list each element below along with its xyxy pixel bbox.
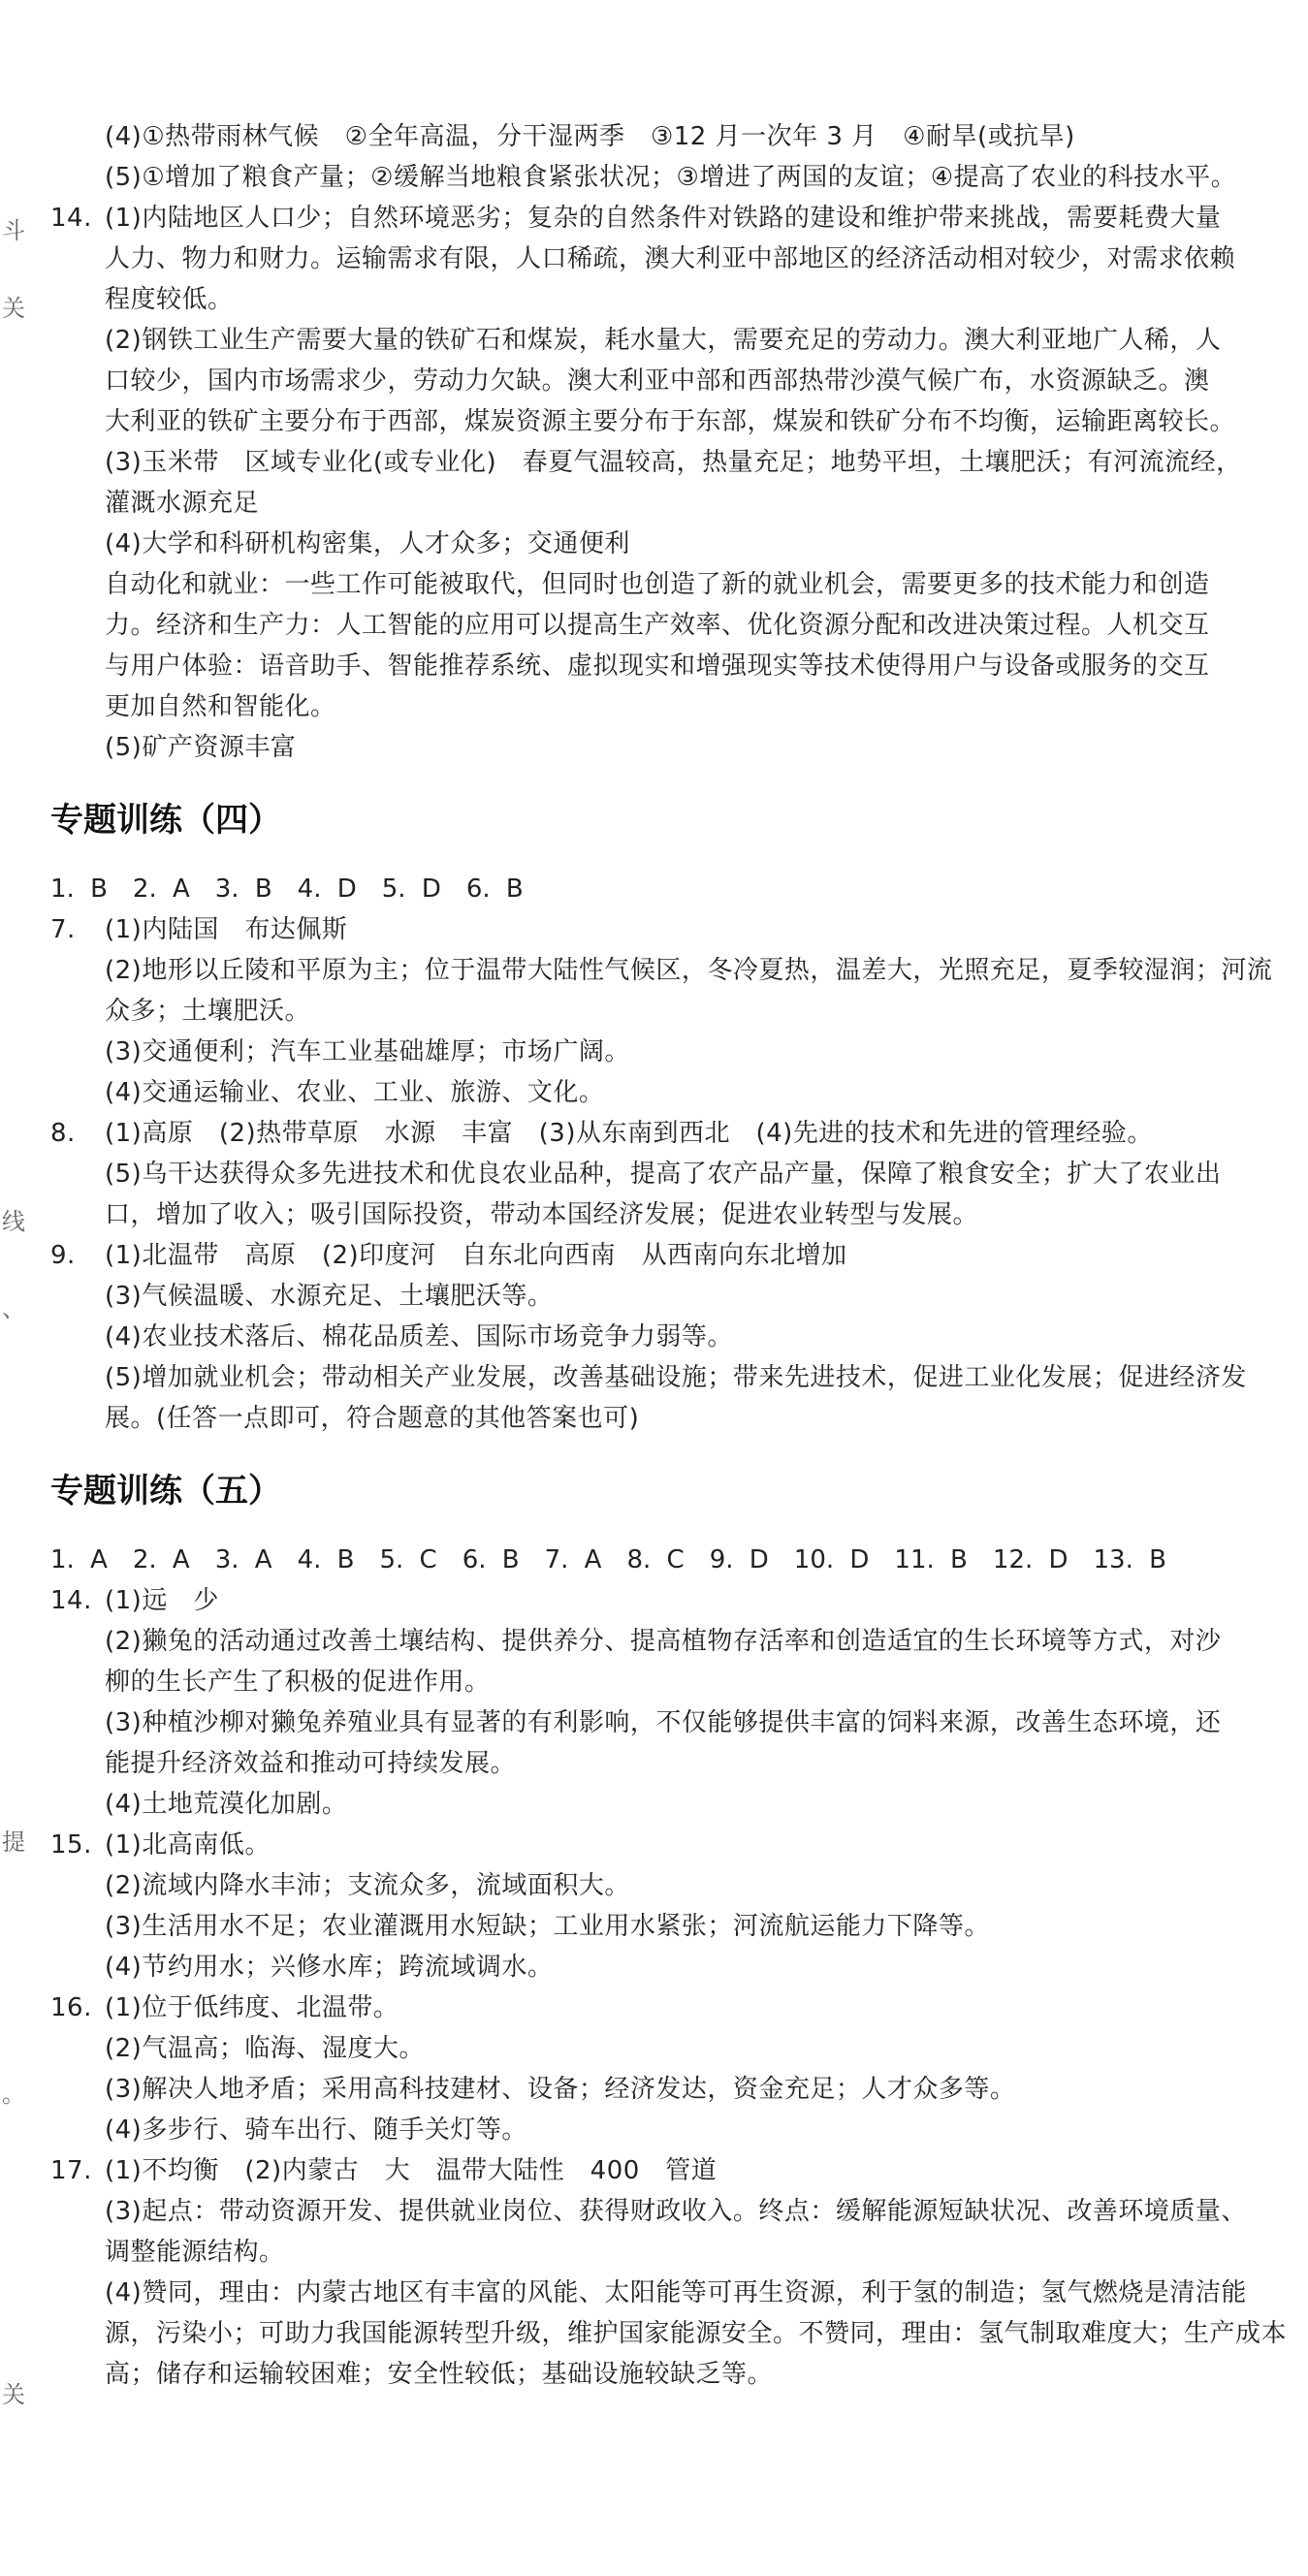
answer-line: [50, 1947, 1282, 1988]
choice-answers-4: 1. B 2. A 3. B 4. D 5. D 6. B: [50, 875, 524, 904]
answer-text: (3)解决人地矛盾；采用高科技建材、设备；经济发达，资金充足；人才众多等。: [105, 2075, 1016, 2104]
answer-line: [50, 2191, 1282, 2232]
margin-char: 关: [2, 295, 25, 322]
answer-text: 人力、物力和财力。运输需求有限，人口稀疏，澳大利亚中部地区的经济活动相对较少，对需求依赖: [105, 244, 1236, 273]
answer-line: [50, 1702, 1282, 1743]
answer-text: (5)乌干达获得众多先进技术和优良农业品种，提高了农产品产量，保障了粮食安全；扩大了农业出: [105, 1160, 1222, 1189]
answer-line: [50, 320, 1282, 361]
answer-text: 更加自然和智能化。: [105, 692, 336, 721]
margin-char: 、: [2, 1295, 25, 1322]
answer-line: [50, 1662, 1282, 1702]
answer-line: [50, 239, 1282, 279]
answer-line: [50, 401, 1282, 442]
question-number: 8.: [50, 1119, 76, 1148]
answer-line: [50, 198, 1282, 239]
answer-line: [50, 1621, 1282, 1662]
answer-line: [50, 361, 1282, 401]
answer-text: (1)北温带 高原 (2)印度河 自东北向西南 从西南向东北增加: [105, 1241, 847, 1270]
answer-line: [50, 1906, 1282, 1947]
answer-text: (3)起点：带动资源开发、提供就业岗位、获得财政收入。终点：缓解能源短缺状况、改善环境质量、: [105, 2197, 1247, 2226]
answer-line: [50, 646, 1282, 686]
answer-line: [50, 2232, 1282, 2273]
answer-text: 柳的生长产生了积极的促进作用。: [105, 1668, 491, 1697]
answer-line: [50, 1357, 1282, 1398]
answer-text: 灌溉水源充足: [105, 489, 260, 518]
section-4-body: [50, 909, 1282, 1439]
answer-text: 展。(任答一点即可，符合题意的其他答案也可): [105, 1404, 640, 1433]
answer-line: [50, 1317, 1282, 1357]
margin-char: 斗: [2, 217, 25, 244]
answer-text: (1)高原 (2)热带草原 水源 丰富 (3)从东南到西北 (4)先进的技术和先进的管理经验。: [105, 1119, 1153, 1148]
section-heading-5: 专题训练（五）: [50, 1472, 281, 1511]
answer-text: 源，污染小；可助力我国能源转型升级，维护国家能源安全。不赞同，理由：氢气制取难度大；生产成本: [105, 2319, 1288, 2348]
answer-text: (1)不均衡 (2)内蒙古 大 温带大陆性 400 管道: [105, 2156, 718, 2185]
answer-line: [50, 1154, 1282, 1194]
question-number: 15.: [50, 1830, 92, 1860]
answer-text: (3)交通便利；汽车工业基础雄厚；市场广阔。: [105, 1037, 630, 1066]
answer-line: [50, 279, 1282, 320]
question-number: 14.: [50, 1586, 92, 1615]
answer-line: [50, 1276, 1282, 1317]
answer-line: [50, 1032, 1282, 1072]
answer-line: [50, 2150, 1282, 2191]
answer-text: (4)土地荒漠化加剧。: [105, 1790, 348, 1819]
answer-line: [50, 1825, 1282, 1865]
margin-char: 提: [2, 1829, 25, 1856]
answer-text: 能提升经济效益和推动可持续发展。: [105, 1749, 517, 1778]
answer-text: (4)交通运输业、农业、工业、旅游、文化。: [105, 1078, 605, 1107]
answer-line: [50, 1784, 1282, 1825]
answer-line: [50, 686, 1282, 727]
answer-line: [50, 991, 1282, 1032]
answer-text: (3)生活用水不足；农业灌溉用水短缺；工业用水紧张；河流航运能力下降等。: [105, 1912, 990, 1941]
answer-text: (1)远 少: [105, 1586, 219, 1615]
answer-line: [50, 1743, 1282, 1784]
answer-text: (1)位于低纬度、北温带。: [105, 1993, 399, 2022]
answer-text: (2)流域内降水丰沛；支流众多，流域面积大。: [105, 1871, 630, 1900]
answer-text: (2)气温高；临海、湿度大。: [105, 2034, 425, 2063]
margin-char: 线: [2, 1208, 25, 1235]
question-number: 17.: [50, 2156, 92, 2185]
margin-char: 关: [2, 2381, 25, 2408]
answer-line: [50, 1235, 1282, 1276]
answer-text: (3)气候温暖、水源充足、土壤肥沃等。: [105, 1282, 554, 1311]
choice-answers-5: 1. A 2. A 3. A 4. B 5. C 6. B 7. A 8. C 9. D 10. D 11. B 12. D 13. B: [50, 1545, 1166, 1574]
answer-text: 程度较低。: [105, 285, 234, 314]
answer-line: [50, 442, 1282, 483]
question-number: 16.: [50, 1993, 92, 2022]
answer-text: (3)玉米带 区域专业化(或专业化) 春夏气温较高，热量充足；地势平坦，土壤肥沃；有河流流经，: [105, 448, 1242, 477]
answer-text: 口，增加了收入；吸引国际投资，带动本国经济发展；促进农业转型与发展。: [105, 1200, 979, 1229]
answer-text: (5)增加就业机会；带动相关产业发展，改善基础设施；带来先进技术，促进工业化发展；促进经济发: [105, 1363, 1247, 1392]
answer-line: [50, 2313, 1288, 2354]
answer-line: [50, 1113, 1282, 1154]
answer-text: 高；储存和运输较困难；安全性较低；基础设施较缺乏等。: [105, 2360, 774, 2389]
answer-line: [50, 2028, 1282, 2069]
answer-line: [50, 605, 1282, 646]
answer-line: [50, 909, 1282, 950]
answer-text: (1)内陆地区人口少；自然环境恶劣；复杂的自然条件对铁路的建设和维护带来挑战，需要耗费大量: [105, 204, 1222, 233]
answer-line: [50, 2110, 1282, 2150]
answer-text: (5)①增加了粮食产量；②缓解当地粮食紧张状况；③增进了两国的友谊；④提高了农业的科技水平。: [105, 163, 1237, 192]
answer-line: [50, 1988, 1282, 2028]
answer-text: (1)内陆国 布达佩斯: [105, 915, 348, 944]
section-5-body: [50, 1580, 1288, 2395]
section-continued: [50, 116, 1282, 768]
answer-line: [50, 727, 1282, 768]
answer-line: [50, 483, 1282, 524]
answer-line: [50, 2069, 1282, 2110]
answer-line: [50, 524, 1282, 564]
answer-text: (2)地形以丘陵和平原为主；位于温带大陆性气候区，冬冷夏热，温差大，光照充足，夏季较湿润；河流: [105, 956, 1273, 985]
answer-text: (4)①热带雨林气候 ②全年高温，分干湿两季 ③12 月一次年 3 月 ④耐旱(或抗旱): [105, 122, 1075, 151]
answer-text: 力。经济和生产力：人工智能的应用可以提高生产效率、优化资源分配和改进决策过程。人机交互: [105, 611, 1210, 640]
answer-text: (2)钢铁工业生产需要大量的铁矿石和煤炭，耗水量大，需要充足的劳动力。澳大利亚地广人稀，人: [105, 326, 1222, 355]
answer-text: 与用户体验：语音助手、智能推荐系统、虚拟现实和增强现实等技术使得用户与设备或服务的交互: [105, 652, 1210, 681]
answer-text: (4)节约用水；兴修水库；跨流域调水。: [105, 1953, 554, 1982]
answer-text: (4)赞同，理由：内蒙古地区有丰富的风能、太阳能等可再生资源，利于氢的制造；氢气燃烧是清洁能: [105, 2278, 1247, 2307]
answer-text: (4)大学和科研机构密集，人才众多；交通便利: [105, 529, 630, 558]
question-number: 9.: [50, 1241, 76, 1270]
answer-line: [50, 1580, 1282, 1621]
answer-text: 口较少，国内市场需求少，劳动力欠缺。澳大利亚中部和西部热带沙漠气候广布，水资源缺乏。澳: [105, 366, 1210, 396]
answer-line: [50, 157, 1282, 198]
answer-text: 调整能源结构。: [105, 2238, 285, 2267]
answer-text: (5)矿产资源丰富: [105, 733, 297, 762]
question-number: 7.: [50, 915, 76, 944]
answer-document: [50, 116, 1288, 2395]
answer-line: [50, 564, 1282, 605]
answer-line: [50, 1398, 1282, 1439]
answer-text: (2)獭兔的活动通过改善土壤结构、提供养分、提高植物存活率和创造适宜的生长环境等方式，对沙: [105, 1627, 1222, 1656]
answer-line: [50, 950, 1282, 991]
answer-line: [50, 1194, 1282, 1235]
answer-text: (4)多步行、骑车出行、随手关灯等。: [105, 2115, 527, 2145]
answer-text: (3)种植沙柳对獭兔养殖业具有显著的有利影响，不仅能够提供丰富的饲料来源，改善生态环境，还: [105, 1708, 1222, 1737]
answer-line: [50, 2354, 1282, 2395]
answer-line: [50, 1072, 1282, 1113]
answer-text: 自动化和就业：一些工作可能被取代，但同时也创造了新的就业机会，需要更多的技术能力和创造: [105, 570, 1210, 599]
answer-line: [50, 1865, 1282, 1906]
section-heading-4: 专题训练（四）: [50, 801, 281, 840]
answer-text: 众多；土壤肥沃。: [105, 997, 311, 1026]
answer-text: (1)北高南低。: [105, 1830, 271, 1860]
answer-line: [50, 2273, 1282, 2313]
margin-char: 。: [2, 2081, 25, 2108]
answer-line: [50, 116, 1282, 157]
question-number: 14.: [50, 204, 92, 233]
answer-text: 大利亚的铁矿主要分布于西部，煤炭资源主要分布于东部，煤炭和铁矿分布不均衡，运输距离较长。: [105, 407, 1236, 436]
answer-text: (4)农业技术落后、棉花品质差、国际市场竞争力弱等。: [105, 1322, 733, 1352]
